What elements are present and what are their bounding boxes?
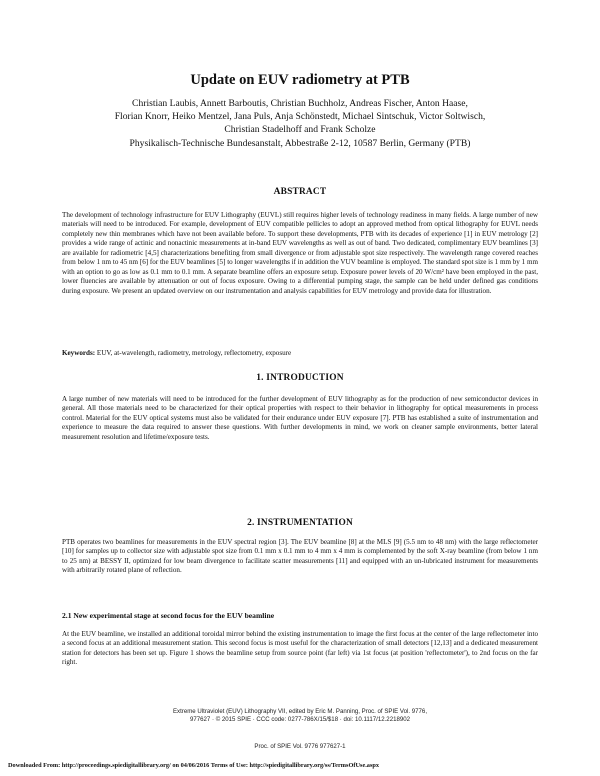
section-2-heading: 2. INSTRUMENTATION: [247, 518, 353, 528]
keywords-line: [62, 349, 538, 358]
author-line: Florian Knorr, Heiko Mentzel, Jana Puls, Anja Schönstedt, Michael Sintschuk, Victor Soltwisch,: [114, 111, 486, 123]
abstract-heading: ABSTRACT: [273, 187, 327, 197]
download-notice: Downloaded From: http://proceedings.spiedigitallibrary.org/ on 04/06/2016 Terms of Use: http://spiedigitallibrary.org/ss/TermsOfUse.aspx: [8, 762, 380, 769]
paper-title: Update on EUV radiometry at PTB: [190, 72, 410, 88]
instrumentation-paragraph: PTB operates two beamlines for measurements in the EUV spectral region [3]. The EUV beamline [8] at the MLS [9] (5.5 nm to 48 nm) with the large reflectometer [10] for samples up to collector size with adjustable spot size from 0.1 mm x 0.1 mm to 4 mm x 4 mm is complemented by the soft X-ray beamline (from below 1 nm to 25 nm) at BESSY II, optimized for low beam divergence to facilitate scatter measurements [11] and equipped with an un-lubricated instrument for measurements with arbitrarily rotated plane of reflection.: [62, 538, 538, 575]
author-block: [40, 97, 560, 150]
second-focus-paragraph: At the EUV beamline, we installed an additional toroidal mirror behind the existing instrumentation to image the first focus at the center of the large reflectometer into a second focus at an additional measurement station. This second focus is most useful for the characterization of small detectors [12,13] and a dedicated measurement station for detectors has been set up. Figure 1 shows the beamline setup from source point (far left) via 1st focus (at position 'reflectometer'), to 2nd focus on the far right.: [62, 630, 538, 667]
citation-line: 977627 · © 2015 SPIE · CCC code: 0277-786X/15/$18 · doi: 10.1117/12.2218902: [189, 716, 411, 723]
subsection-2-1-text: [62, 630, 538, 668]
citation-footer: [0, 708, 600, 724]
author-line: Christian Laubis, Annett Barboutis, Christian Buchholz, Andreas Fischer, Anton Haase,: [132, 98, 468, 109]
section-1-text: [62, 395, 538, 442]
abstract-text: [62, 211, 538, 296]
affiliation: Physikalisch-Technische Bundesanstalt, Abbestraße 2-12, 10587 Berlin, Germany (PTB): [129, 137, 471, 149]
keywords-text: EUV, at-wavelength, radiometry, metrology, reflectometry, exposure: [96, 349, 292, 357]
intro-paragraph: A large number of new materials will need to be introduced for the further development of EUV lithography as for the production of new semiconductor devices in general. All those materials need to be characterized for their optical properties with respect to their behavior in lithography for optical measurements in process control. Material for the EUV optical systems must also be validated for their endurance under EUV exposure [7]. PTB has established a suite of instrumentation and experience to measure the data required to answer these questions. With further developments in mind, we work on cleaner sample environments, better lateral measurement resolution and lifetime/exposure tests.: [62, 395, 538, 441]
section-1-heading: 1. INTRODUCTION: [256, 373, 344, 383]
subsection-2-1-heading: 2.1 New experimental stage at second focus for the EUV beamline: [62, 611, 275, 620]
citation-line: Extreme Ultraviolet (EUV) Lithography VII, edited by Eric M. Panning, Proc. of SPIE Vol. 9776,: [172, 708, 428, 715]
abstract-paragraph: The development of technology infrastructure for EUV Lithography (EUVL) still requires higher levels of technology readiness in many fields. A large number of new materials will need to be introduced. For example, development of EUV compatible pellicles to adopt an approved method from optical lithography for EUVL needs completely new thin membranes which have not been available before. To support these developments, PTB with its decades of experience [1] in EUV metrology [2] provides a wide range of actinic and nonactinic measurements at in-band EUV wavelengths as well as out of band. Two dedicated, complimentary EUV beamlines [3] are available for radiometric [4,5] characterizations benefiting from small divergence or from adjustable spot size respectively. The wavelength range covered reaches from below 1 nm to 45 nm [6] for the EUV beamlines [5] to longer wavelengths if in addition the VUV beamline is employed. The standard spot size is 1 mm by 1 mm with an option to go as low as 0.1 mm to 0.1 mm. A separate beamline offers an exposure setup. Exposure power levels of 20 W/cm² have been employed in the past, lower fluencies are available by attenuation or out of focus exposure. Owing to a differential pumping stage, the sample can be held under defined gas conditions during exposure. We present an updated overview on our instrumentation and analysis capabilities for EUV metrology and provide data for illustration.: [62, 211, 538, 295]
section-2-text: [62, 538, 538, 576]
keywords-label: Keywords:: [62, 349, 96, 357]
page-reference: Proc. of SPIE Vol. 9776 977627-1: [254, 743, 346, 750]
author-line: Christian Stadelhoff and Frank Scholze: [224, 124, 376, 136]
